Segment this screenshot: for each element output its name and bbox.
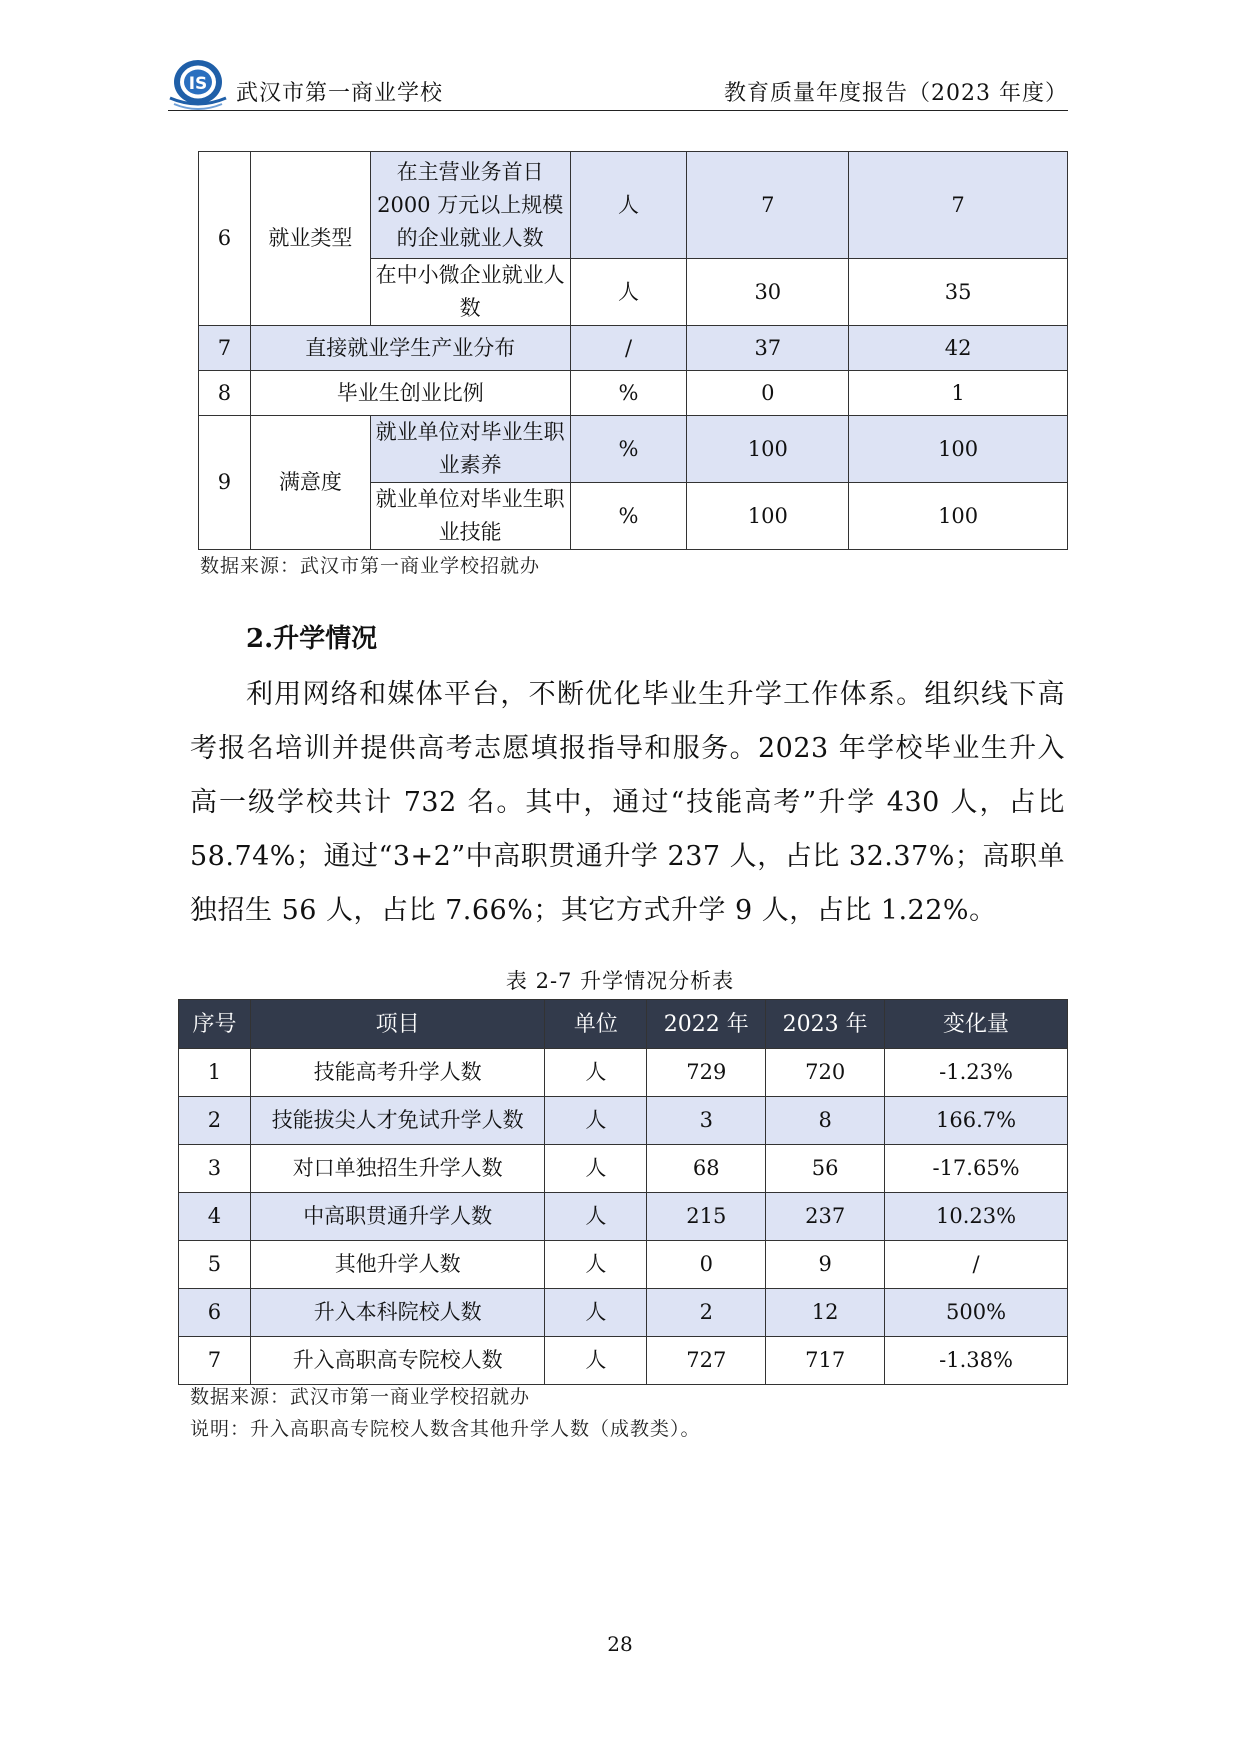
table-cell: 其他升学人数 — [250, 1241, 545, 1289]
row-number: 9 — [199, 416, 251, 550]
category-cell: 满意度 — [250, 416, 370, 550]
table-cell: 2 — [647, 1289, 766, 1337]
column-header: 变化量 — [885, 1000, 1068, 1049]
table2-source: 数据来源：武汉市第一商业学校招就办 — [190, 1386, 531, 1408]
table-cell: 中高职贯通升学人数 — [250, 1193, 545, 1241]
column-header: 序号 — [179, 1000, 251, 1049]
value-2023-cell: 42 — [849, 326, 1068, 371]
table-row — [199, 326, 1068, 371]
unit-cell: % — [570, 371, 687, 416]
column-header: 单位 — [545, 1000, 647, 1049]
table-cell: 人 — [545, 1193, 647, 1241]
value-2022-cell: 7 — [687, 152, 849, 259]
table-cell: -17.65% — [885, 1145, 1068, 1193]
table-cell: 7 — [179, 1337, 251, 1385]
table-cell: 729 — [647, 1049, 766, 1097]
table-cell: 56 — [766, 1145, 885, 1193]
table-cell: 8 — [766, 1097, 885, 1145]
table-cell: 6 — [179, 1289, 251, 1337]
table-cell: 人 — [545, 1049, 647, 1097]
table-cell: 10.23% — [885, 1193, 1068, 1241]
table-header-row — [179, 1000, 1068, 1049]
table-cell: 3 — [179, 1145, 251, 1193]
value-2022-cell: 30 — [687, 259, 849, 326]
table-cell: 升入高职高专院校人数 — [250, 1337, 545, 1385]
column-header: 项目 — [250, 1000, 545, 1049]
table-row — [179, 1193, 1068, 1241]
section-paragraph: 利用网络和媒体平台，不断优化毕业生升学工作体系。组织线下高考报名培训并提供高考志愿填报指导和服务。2023 年学校毕业生升入高一级学校共计 732 名。其中，通过“技能高考”升学 430 人，占比 58.74%；通过“3+2”中高职贯通升学 237 人，占比 32.37%；高职单独招生 56 人，占比 7.66%；其它方式升学 9 人，占比 1.22%。 — [190, 679, 1065, 926]
table-cell: 对口单独招生升学人数 — [250, 1145, 545, 1193]
table-row — [179, 1337, 1068, 1385]
table-row — [179, 1289, 1068, 1337]
value-2022-cell: 0 — [687, 371, 849, 416]
table-cell: 人 — [545, 1241, 647, 1289]
page-number: 28 — [607, 1632, 633, 1656]
table-cell: 3 — [647, 1097, 766, 1145]
table-cell: 4 — [179, 1193, 251, 1241]
row-number: 7 — [199, 326, 251, 371]
table-cell: 215 — [647, 1193, 766, 1241]
item-cell: 毕业生创业比例 — [250, 371, 570, 416]
value-2022-cell: 100 — [687, 416, 849, 483]
unit-cell: 人 — [570, 152, 687, 259]
page-header — [168, 52, 1068, 112]
unit-cell: % — [570, 416, 687, 483]
value-2023-cell: 7 — [849, 152, 1068, 259]
table-cell: 0 — [647, 1241, 766, 1289]
table-cell: 人 — [545, 1289, 647, 1337]
item-cell: 在中小微企业就业人数 — [370, 259, 570, 326]
table-cell: / — [885, 1241, 1068, 1289]
table-cell: 技能拔尖人才免试升学人数 — [250, 1097, 545, 1145]
svg-text:IS: IS — [188, 74, 208, 94]
column-header: 2022 年 — [647, 1000, 766, 1049]
table-row — [179, 1145, 1068, 1193]
unit-cell: % — [570, 483, 687, 550]
column-header: 2023 年 — [766, 1000, 885, 1049]
table-caption: 表 2-7 升学情况分析表 — [505, 969, 735, 993]
table-cell: 717 — [766, 1337, 885, 1385]
value-2023-cell: 1 — [849, 371, 1068, 416]
item-cell: 就业单位对毕业生职业素养 — [370, 416, 570, 483]
table1-source: 数据来源：武汉市第一商业学校招就办 — [200, 555, 541, 577]
unit-cell: / — [570, 326, 687, 371]
table-cell: 5 — [179, 1241, 251, 1289]
value-2022-cell: 37 — [687, 326, 849, 371]
table-cell: 2 — [179, 1097, 251, 1145]
table-cell: 237 — [766, 1193, 885, 1241]
table-cell: 人 — [545, 1097, 647, 1145]
table-cell: 68 — [647, 1145, 766, 1193]
table-row — [179, 1049, 1068, 1097]
category-cell: 就业类型 — [250, 152, 370, 326]
table-cell: 500% — [885, 1289, 1068, 1337]
table-cell: 1 — [179, 1049, 251, 1097]
unit-cell: 人 — [570, 259, 687, 326]
table-cell: -1.38% — [885, 1337, 1068, 1385]
school-logo-icon — [168, 58, 228, 110]
row-number: 6 — [199, 152, 251, 326]
value-2022-cell: 100 — [687, 483, 849, 550]
table-row — [179, 1097, 1068, 1145]
table-cell: 166.7% — [885, 1097, 1068, 1145]
item-cell: 直接就业学生产业分布 — [250, 326, 570, 371]
header-divider — [168, 110, 1068, 111]
table-cell: 升入本科院校人数 — [250, 1289, 545, 1337]
table2-note: 说明：升入高职高专院校人数含其他升学人数（成教类）。 — [190, 1418, 701, 1440]
further-education-table — [178, 999, 1068, 1385]
value-2023-cell: 100 — [849, 416, 1068, 483]
row-number: 8 — [199, 371, 251, 416]
value-2023-cell: 100 — [849, 483, 1068, 550]
employment-table-continued — [198, 151, 1068, 550]
table-cell: 技能高考升学人数 — [250, 1049, 545, 1097]
section-heading: 2.升学情况 — [246, 624, 378, 654]
table-cell: 727 — [647, 1337, 766, 1385]
table-cell: 人 — [545, 1145, 647, 1193]
table-row — [199, 152, 1068, 259]
table-row — [179, 1241, 1068, 1289]
table-row — [199, 371, 1068, 416]
table-cell: 12 — [766, 1289, 885, 1337]
item-cell: 就业单位对毕业生职业技能 — [370, 483, 570, 550]
value-2023-cell: 35 — [849, 259, 1068, 326]
school-name: 武汉市第一商业学校 — [236, 81, 444, 106]
table-cell: 720 — [766, 1049, 885, 1097]
table-cell: 9 — [766, 1241, 885, 1289]
table-cell: 人 — [545, 1337, 647, 1385]
item-cell: 在主营业务首日 2000 万元以上规模的企业就业人数 — [370, 152, 570, 259]
table-cell: -1.23% — [885, 1049, 1068, 1097]
table-row — [199, 416, 1068, 483]
report-title: 教育质量年度报告（2023 年度） — [724, 81, 1068, 106]
